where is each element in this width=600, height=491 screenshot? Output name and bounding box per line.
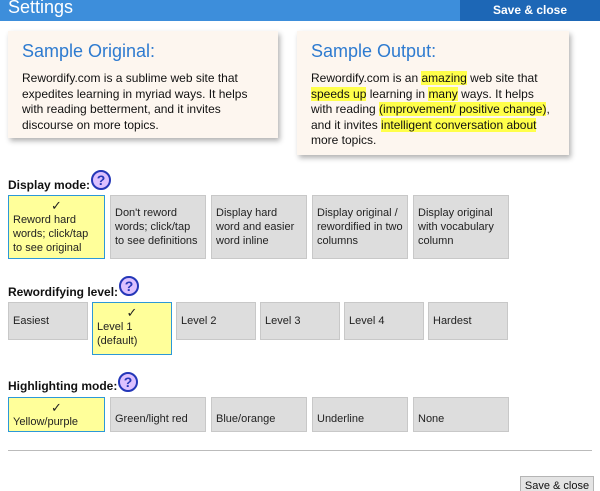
option-label: Hardest: [433, 315, 472, 327]
sample-output-highlight: speeds up: [311, 86, 367, 101]
save-close-button-bottom[interactable]: Save & close: [520, 476, 594, 491]
display-mode-option-dont-reword[interactable]: [110, 195, 206, 259]
sample-output-highlight: intelligent conversation about: [381, 117, 537, 132]
rewording-level-label: Rewordifying level:: [8, 285, 119, 299]
sample-output-segment: ways. It helps with reading: [311, 86, 534, 116]
checkmark-icon: ✓: [51, 400, 62, 415]
highlight-option-green-light-red[interactable]: [110, 397, 206, 432]
option-label: Level 1 (default): [97, 321, 138, 347]
highlighting-mode-label: Highlighting mode:: [8, 379, 118, 393]
display-mode-option-vocabulary-column[interactable]: [413, 195, 509, 259]
checkmark-icon: ✓: [126, 305, 138, 320]
highlight-option-blue-orange[interactable]: [211, 397, 307, 432]
option-label: Display hard word and easier word inline: [216, 207, 295, 247]
highlighting-mode-help-icon[interactable]: ?: [118, 372, 138, 392]
option-label: Display original with vocabulary column: [418, 207, 494, 247]
sample-output-segment: web site that: [466, 71, 538, 85]
level-option-level-2[interactable]: [176, 302, 256, 340]
option-label: Easiest: [13, 315, 50, 327]
option-label: Underline: [317, 413, 365, 425]
level-option-level-3[interactable]: [260, 302, 340, 340]
display-mode-option-inline[interactable]: [211, 195, 307, 259]
display-mode-label: Display mode:: [8, 178, 91, 192]
checkmark-icon: ✓: [51, 198, 62, 213]
sample-output-segment: Rewordify.com is an: [311, 71, 422, 85]
sample-output-title: Sample Output:: [311, 41, 437, 61]
level-option-easiest[interactable]: [8, 302, 88, 340]
sample-output-highlight: many: [428, 86, 458, 101]
settings-header: [0, 0, 600, 21]
sample-original-title: Sample Original:: [22, 41, 156, 61]
highlight-option-none[interactable]: [413, 397, 509, 432]
option-label: Reword hard words; click/tap to see original: [13, 214, 89, 254]
sample-output-highlight: amazing: [421, 71, 467, 85]
sample-output-segment: , and it invites: [311, 102, 550, 132]
level-option-level-1[interactable]: [92, 302, 172, 355]
highlight-option-yellow-purple[interactable]: [8, 397, 105, 432]
option-label: Display original / rewordified in two columns: [317, 207, 403, 247]
option-label: Level 3: [265, 315, 301, 327]
highlight-option-underline[interactable]: [312, 397, 408, 432]
level-option-hardest[interactable]: [428, 302, 508, 340]
sample-output-text: [311, 71, 555, 149]
sample-output-highlight: (improvement/ positive change): [379, 102, 547, 116]
level-option-level-4[interactable]: [344, 302, 424, 340]
page-title: Settings: [8, 0, 74, 17]
rewording-level-help-icon[interactable]: ?: [119, 276, 139, 296]
save-close-button-top[interactable]: Save & close: [460, 0, 600, 21]
sample-output-panel: [297, 31, 569, 155]
display-mode-option-reword-hard[interactable]: [8, 195, 105, 259]
display-mode-help-icon[interactable]: ?: [91, 170, 111, 190]
sample-output-segment: more topics.: [311, 133, 377, 147]
option-label: Green/light red: [115, 413, 188, 425]
option-label: Yellow/purple: [13, 416, 79, 428]
option-label: Level 4: [349, 315, 385, 327]
option-label: Blue/orange: [216, 413, 276, 425]
sample-original-text: Rewordify.com is a sublime web site that expedites learning in myriad ways. It helps with reading betterment, and it invites discourse on more topics.: [22, 71, 248, 132]
sample-original-panel: [8, 31, 278, 138]
option-label: Don't reword words; click/tap to see definitions: [115, 207, 198, 247]
divider: [8, 450, 592, 451]
option-label: None: [418, 413, 445, 425]
option-label: Level 2: [181, 315, 217, 327]
display-mode-option-two-columns[interactable]: [312, 195, 408, 259]
sample-output-segment: learning in: [366, 86, 429, 101]
